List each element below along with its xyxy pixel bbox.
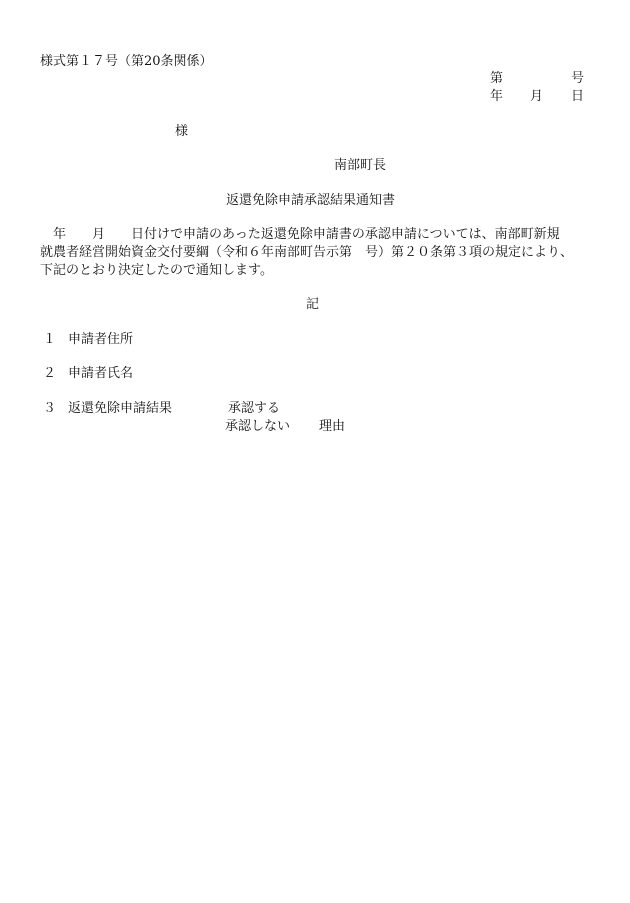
result-reason-label: 理由 (319, 419, 346, 434)
body-paragraph (40, 226, 600, 280)
form-number: 様式第１７号（第20条関係） (40, 54, 213, 69)
item-label-address: 申請者住所 (68, 332, 134, 347)
body-line: 就農者経営開始資金交付要綱（令和６年南部町告示第 号）第２０条第３項の規定により、 (40, 245, 574, 260)
date-month: 月 (530, 89, 544, 104)
date-year: 年 (490, 89, 504, 104)
result-option-approve: 承認する (228, 401, 281, 416)
document-number-label: 第 (490, 71, 504, 86)
document-title: 返還免除申請承認結果通知書 (226, 193, 396, 208)
body-line: 下記のとおり決定したので通知します。 (40, 263, 273, 278)
document-number-suffix: 号 (571, 71, 585, 86)
issuer: 南部町長 (334, 158, 387, 173)
result-option-reject: 承認しない (225, 419, 291, 434)
item-label-result: 返還免除申請結果 (68, 401, 173, 416)
item-label-name: 申請者氏名 (68, 366, 134, 381)
item-number: ３ (43, 401, 57, 416)
item-number: １ (43, 332, 57, 347)
item-number: ２ (43, 366, 57, 381)
ki-heading: 記 (306, 297, 320, 312)
body-line: 年 月 日付けで申請のあった返還免除申請書の承認申請については、南部町新規 (40, 227, 560, 242)
addressee: 様 (175, 124, 189, 139)
date-day: 日 (571, 89, 585, 104)
